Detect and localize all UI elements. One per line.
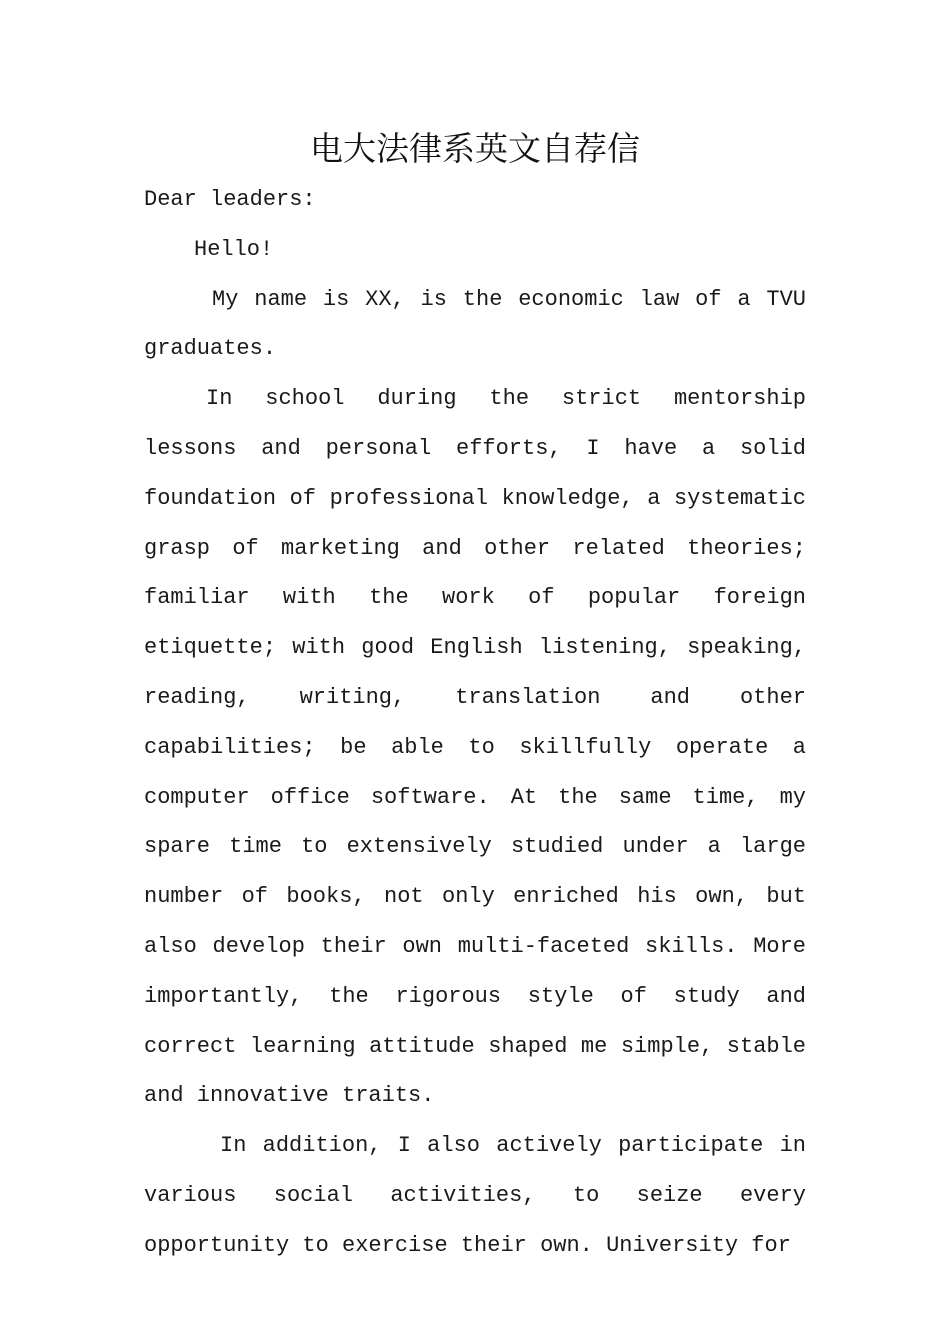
salutation: Dear leaders: [144,187,316,212]
greeting: Hello! [194,236,274,262]
paragraph-intro: My name is XX, is the economic law of a TVU graduates. [144,286,806,362]
paragraph-education: In school during the strict mentorship lessons and personal efforts, I have a solid foundation of professional knowledge, a systematic grasp of marketing and other related theories; familiar with the work of popular foreign etiquette; with good English listening, speaking, reading, writing, translation and other capabilities; be able to skillfully operate a computer office software. At the same time, my spare time to extensively studied under a large number of books, not only enriched his own, but also develop their own multi-faceted skills. More importantly, the rigorous style of study and correct learning attitude shaped me simple, stable and innovative traits. [144,386,806,1109]
letter-body [144,175,806,1271]
paragraph-activities: In addition, I also actively participate in various social activities, to seize every opportunity to exercise their own. University for [144,1133,806,1258]
document-title: 电大法律系英文自荐信 [310,129,640,168]
